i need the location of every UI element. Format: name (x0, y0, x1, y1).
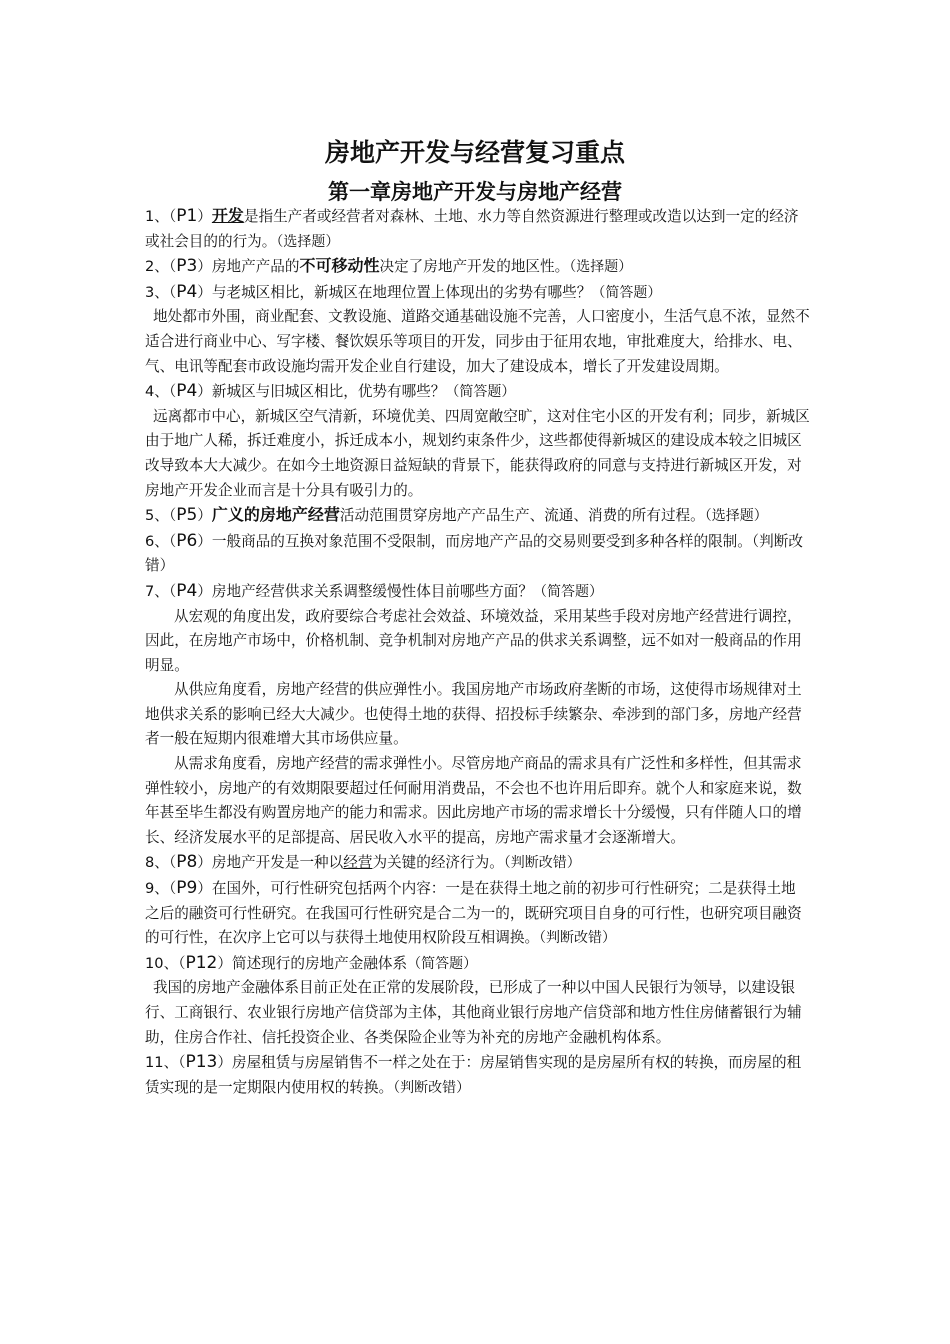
question-type: （选择题） (276, 233, 340, 250)
answer-paragraph: 我国的房地产金融体系目前正处在正常的发展阶段，已形成了一种以中国人民银行为领导，以建设银行、工商银行、农业银行房地产信贷部为主体，其他商业银行房地产信贷部和地方性住房储蓄银行为辅助，住房合作社、信托投资企业、各类保险企业等为补充的房地产金融机构体系。 (145, 979, 802, 1046)
list-item: 3、（P4）与老城区相比，新城区在地理位置上体现出的劣势有哪些？（简答题） (145, 281, 662, 302)
answer-paragraph: 从需求角度看，房地产经营的需求弹性小。尽管房地产商品的需求具有广泛性和多样性，但其需求弹性较小，房地产的有效期限要超过任何耐用消费品，不会也不也许用后即弃。就个人和家庭来说，数年甚至毕生都没有购置房地产的能力和需求。因此房地产市场的需求增长十分缓慢，只有伴随人口的增长、经济发展水平的足部提高、居民收入水平的提高，房地产需求量才会逐渐增大。 (145, 755, 802, 846)
answer-paragraph: 从供应角度看，房地产经营的供应弹性小。我国房地产市场政府垄断的市场，这使得市场规律对土地供求关系的影响已经大大减少。也使得土地的获得、招投标手续繁杂、牵涉到的部门多，房地产经营者一般在短期内很难增大其市场供应量。 (145, 681, 802, 748)
question-type: （判断改错） (393, 1079, 471, 1096)
list-item: 9、（P9）在国外，可行性研究包括两个内容：一是在获得土地之前的初步可行性研究；二是获得土地之后的融资可行性研究。在我国可行性研究是合二为一的，既研究项目自身的可行性，也研究项目融资的可行性，在次序上它可以与获得土地使用权阶段互相调换。（判断改错） (145, 878, 802, 947)
keyword: 不可移动性 (299, 256, 380, 276)
list-item: 8、（P8）房地产开发是一种以经营为关键的经济行为。（判断改错） (145, 852, 581, 873)
list-item: 11、（P13）房屋租赁与房屋销售不一样之处在于：房屋销售实现的是房屋所有权的转换，而房屋的租赁实现的是一定期限内使用权的转换。（判断改错） (145, 1052, 802, 1096)
list-item: 6、（P6）一般商品的互换对象范围不受限制，而房地产产品的交易则要受到多种各样的限制。（判断改错） (145, 530, 803, 575)
question-type: （简答题） (591, 284, 662, 301)
list-item: 1、（P1）开发是指生产者或经营者对森林、土地、水力等自然资源进行整理或改造以达到一定的经济或社会目的的行为。（选择题） (145, 206, 799, 250)
answer-paragraph: 从宏观的角度出发，政府要综合考虑社会效益、环境效益，采用某些手段对房地产经营进行调控，因此，在房地产市场中，价格机制、竞争机制对房地产产品的供求关系调整，远不如对一般商品的作用明显。 (145, 607, 802, 674)
keyword: 开发 (211, 206, 244, 225)
question-type: （选择题） (704, 508, 768, 525)
chapter-title: 第一章房地产开发与房地产经营 (328, 180, 622, 204)
keyword: 经营 (343, 854, 373, 872)
list-item: 10、（P12）简述现行的房地产金融体系（简答题） (145, 952, 478, 973)
question-type: （简答题） (445, 384, 516, 401)
question-type: （判断改错） (539, 930, 617, 947)
question-type: （简答题） (407, 955, 478, 972)
keyword: 广义的房地产经营 (211, 505, 340, 525)
question-type: （选择题） (569, 259, 633, 276)
list-item: 2、（P3）房地产产品的不可移动性决定了房地产开发的地区性。（选择题） (145, 256, 633, 277)
list-item: 5、（P5）广义的房地产经营活动范围贯穿房地产产品生产、流通、消费的所有过程。（选择题） (145, 505, 768, 526)
question-type: （判断改错） (503, 855, 581, 872)
list-item: 4、（P4）新城区与旧城区相比，优势有哪些？（简答题） (145, 381, 516, 402)
list-item: 7、（P4）房地产经营供求关系调整缓慢性体目前哪些方面？（简答题） (145, 580, 603, 601)
answer-paragraph: 地处都市外围，商业配套、文教设施、道路交通基础设施不完善，人口密度小，生活气息不浓，显然不适合进行商业中心、写字楼、餐饮娱乐等项目的开发，同步由于征用农地，审批难度大，给排水、电、气、电讯等配套市政设施均需开发企业自行建设，加大了建设成本，增长了开发建设周期。 (145, 308, 810, 375)
document-body (145, 204, 810, 1100)
page-title: 房地产开发与经营复习重点 (324, 138, 625, 167)
question-type: （简答题） (532, 583, 603, 600)
answer-paragraph: 远离都市中心，新城区空气清新，环境优美、四周宽敞空旷，这对住宅小区的开发有利；同步，新城区由于地广人稀，拆迁难度小，拆迁成本小，规划约束条件少，这些都使得新城区的建设成本较之旧城区改导致本大大减少。在如今土地资源日益短缺的背景下，能获得政府的同意与支持进行新城区开发，对房地产开发企业而言是十分具有吸引力的。 (145, 407, 810, 499)
